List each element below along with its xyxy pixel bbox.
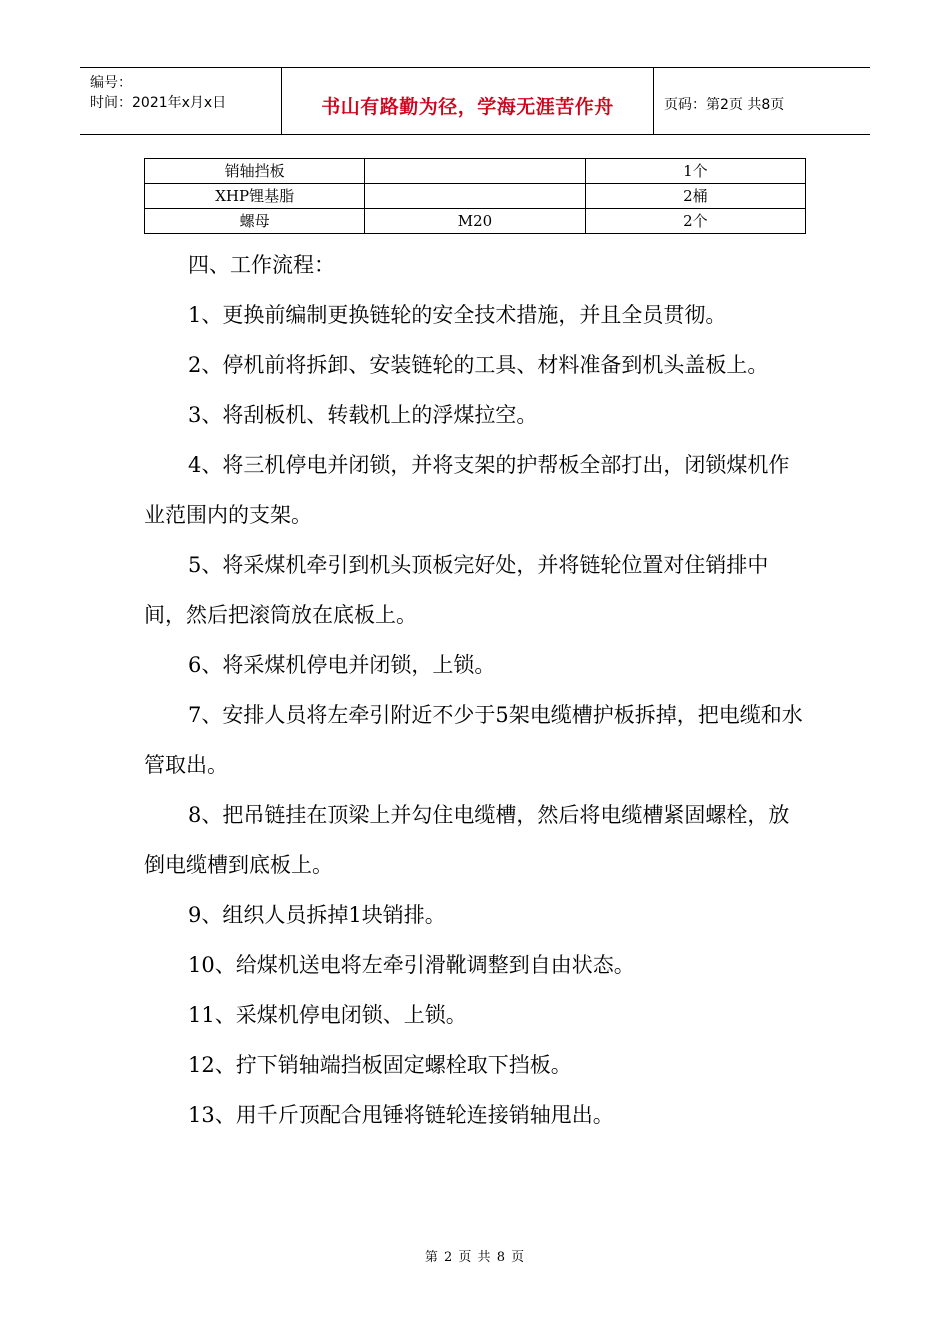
table-cell-name: 螺母 xyxy=(145,209,365,234)
table-cell-name: 销轴挡板 xyxy=(145,159,365,184)
step-paragraph: 1、更换前编制更换链轮的安全技术措施，并且全员贯彻。 xyxy=(188,303,727,327)
table-cell-name: XHP锂基脂 xyxy=(145,184,365,209)
page-header xyxy=(80,67,870,135)
table-cell-spec xyxy=(365,159,585,184)
table-cell-spec: M20 xyxy=(365,209,585,234)
header-motto-cell xyxy=(282,68,654,134)
table-row xyxy=(145,159,806,184)
table-cell-qty: 2个 xyxy=(585,209,805,234)
step-paragraph: 2、停机前将拆卸、安装链轮的工具、材料准备到机头盖板上。 xyxy=(188,353,769,377)
step-paragraph: 4、将三机停电并闭锁，并将支架的护帮板全部打出，闭锁煤机作业范围内的支架。 xyxy=(144,453,790,527)
header-motto: 书山有路勤为径，学海无涯苦作舟 xyxy=(321,96,614,118)
document-time: 时间：2021年x月x日 xyxy=(90,95,227,111)
document-body xyxy=(144,240,806,1140)
step-paragraph: 13、用千斤顶配合甩锤将链轮连接销轴甩出。 xyxy=(188,1103,614,1127)
table-cell-qty: 1个 xyxy=(585,159,805,184)
step-paragraph: 12、拧下销轴端挡板固定螺栓取下挡板。 xyxy=(188,1053,572,1077)
document-number: 编号： xyxy=(90,75,132,91)
step-paragraph: 5、将采煤机牵引到机头顶板完好处，并将链轮位置对住销排中间，然后把滚筒放在底板上。 xyxy=(144,553,769,627)
section-heading: 四、工作流程： xyxy=(188,253,335,277)
step-paragraph: 8、把吊链挂在顶梁上并勾住电缆槽，然后将电缆槽紧固螺栓，放倒电缆槽到底板上。 xyxy=(144,803,790,877)
step-paragraph: 3、将刮板机、转载机上的浮煤拉空。 xyxy=(188,403,538,427)
page-footer: 第 2 页 共 8 页 xyxy=(424,1250,526,1265)
materials-table xyxy=(144,158,806,234)
header-page-cell xyxy=(654,68,870,134)
step-paragraph: 10、给煤机送电将左牵引滑靴调整到自由状态。 xyxy=(188,953,635,977)
table-row xyxy=(145,184,806,209)
step-paragraph: 9、组织人员拆掉1块销排。 xyxy=(188,903,446,927)
table-cell-spec xyxy=(365,184,585,209)
step-paragraph: 11、采煤机停电闭锁、上锁。 xyxy=(188,1003,467,1027)
step-paragraph: 6、将采煤机停电并闭锁，上锁。 xyxy=(188,653,496,677)
table-row xyxy=(145,209,806,234)
step-paragraph: 7、安排人员将左牵引附近不少于5架电缆槽护板拆掉，把电缆和水管取出。 xyxy=(144,703,803,777)
table-cell-qty: 2桶 xyxy=(585,184,805,209)
header-info-cell xyxy=(80,68,282,134)
header-page-number: 页码：第2页 共8页 xyxy=(664,97,785,113)
